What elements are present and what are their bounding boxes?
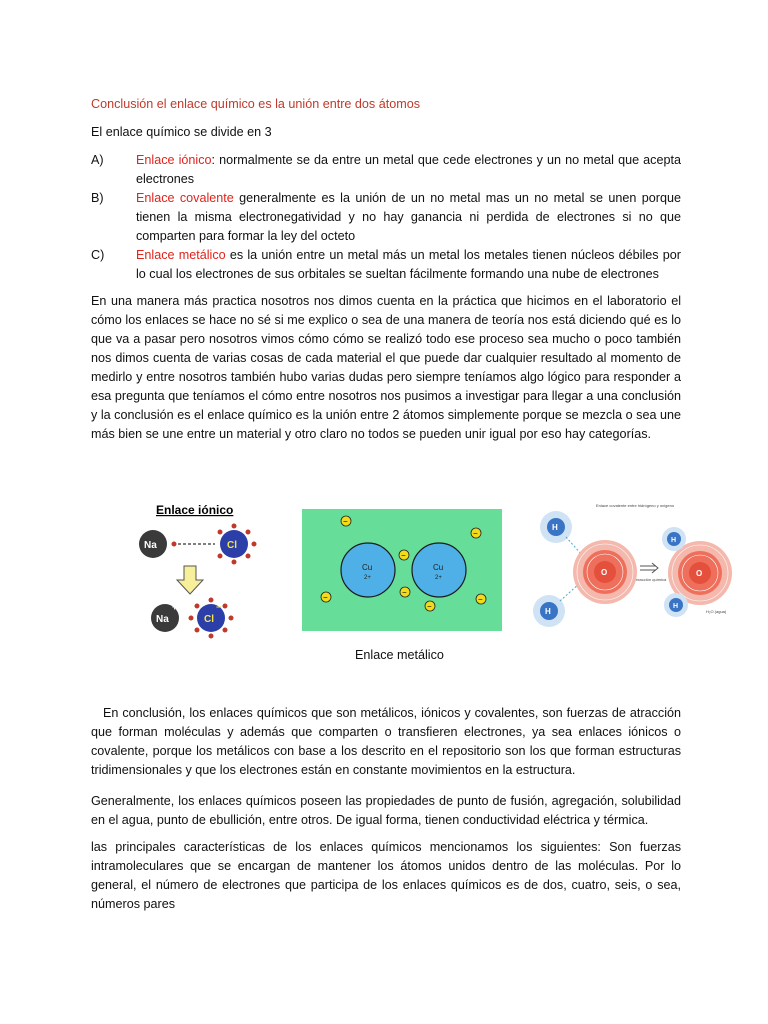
term-metallic: Enlace metálico <box>136 248 226 262</box>
electron-sign: − <box>401 551 406 560</box>
list-item <box>91 189 681 246</box>
cl-electron <box>218 554 223 559</box>
bond-types-list <box>91 151 681 284</box>
cl-electron <box>232 524 237 529</box>
na-label: Na <box>144 540 157 551</box>
list-item-text: es la unión entre un metal más un metal los metales tienen núcleos débiles por lo cual los electrones de sus orbitales se sueltan fácilmente formando una nube de electrones <box>136 248 681 281</box>
water-molecule <box>662 527 732 617</box>
electron-sea-background <box>302 509 502 631</box>
list-item <box>91 246 681 284</box>
paragraph-properties: Generalmente, los enlaces químicos poseen las propiedades de punto de fusión, agregación, solubilidad en el agua, punto de ebullición, entre otros. De igual forma, tienen conductividad eléctrica y térmica. <box>91 794 681 827</box>
list-item-body <box>136 151 681 189</box>
down-arrow-icon <box>177 566 203 594</box>
cl-label: Cl <box>227 540 237 551</box>
electron-sign: − <box>402 588 407 597</box>
electron-path <box>566 537 582 555</box>
cl-electron <box>252 542 257 547</box>
list-marker: B) <box>91 191 104 205</box>
h-label: H <box>671 537 677 544</box>
h-label: H <box>552 523 558 532</box>
metallic-bond-figure <box>302 509 502 631</box>
cl-ion-charge: − <box>216 602 222 612</box>
electron-sign: − <box>427 602 432 611</box>
h-label: H <box>673 603 679 610</box>
na-ion-charge: + <box>172 602 178 612</box>
term-ionic: Enlace iónico <box>136 153 212 167</box>
term-separator: : <box>211 153 215 167</box>
o-label: O <box>696 569 703 578</box>
ionic-bond-figure <box>128 500 278 650</box>
electron-sign: − <box>343 517 348 526</box>
list-item-body <box>136 246 681 284</box>
covalent-figure-caption: Enlace covalente entre hidrógeno y oxígeno <box>596 503 675 508</box>
list-marker: C) <box>91 248 105 262</box>
cl-electron <box>232 560 237 565</box>
cu-charge: 2+ <box>364 575 371 581</box>
paragraph-lab: En una manera más practica nosotros nos dimos cuenta en la práctica que hicimos en el laboratorio el cómo los enlaces se hace no sé si me explico o sea de una manera de teoría nos está diciendo qué es lo que va a pasar pero nosotros vimos cómo cómo se realizó todo ese proceso sea mucho o poco también nos dimos cuenta de varias cosas de cada material el que puede dar cualquier resultado al momento de medirlo y entre nosotros también hubo varias dudas pero siempre teníamos algo lógico para responder a esa pregunta que teníamos el cómo entre nosotros nos pusimos a investigar para llegar a una conclusión y la conclusión es el enlace químico es la unión entre 2 átomos simplemente porque se mezcla o sea une más bien se une entre un material y otro claro no todos se pueden unir igual por eso hay categorías. <box>91 294 681 441</box>
document-title: Conclusión el enlace químico es la unión entre dos átomos <box>91 97 421 111</box>
cu-charge: 2+ <box>435 575 442 581</box>
list-item-text: generalmente es la unión de un no metal mas un no metal se unen porque tienen la misma electronegatividad y no hay ganancia ni perdida de electrones si no que comparten para formar la ley del octeto <box>136 191 681 243</box>
cl-ion-electron <box>223 604 228 609</box>
cu-label: Cu <box>433 563 444 572</box>
h-atom <box>533 595 565 627</box>
ionic-figure-title: Enlace iónico <box>156 503 234 517</box>
electron-sign: − <box>323 593 328 602</box>
cl-ion-electron <box>209 598 214 603</box>
reaction-label: reacción química <box>636 577 667 582</box>
list-item <box>91 151 681 189</box>
paragraph-characteristics: las principales características de los enlaces químicos mencionamos los siguientes: Son fuerzas intramoleculares que se encargan de mantener los átomos unidos dentro de las moléculas. Por lo general, el número de electrones que participa de los enlaces químicos es de dos, cuatro, seis, o sea, números pares <box>91 840 681 911</box>
cl-ion-electron <box>189 616 194 621</box>
product-label: H₂O (agua) <box>706 609 727 614</box>
paragraph-conclusion: En conclusión, los enlaces químicos que son metálicos, iónicos y covalentes, son fuerzas de atracción que forman moléculas y además que comparten o transfieren electrones, ya sea enlaces iónicos o covalente, porque los metálicos con base a los descrito en el repositorio son los que forman estructuras tridimensionales y que los electrones están en constante movimientos en la estructura. <box>91 706 685 777</box>
electron-sign: − <box>473 529 478 538</box>
h-label: H <box>545 607 551 616</box>
na-ion-label: Na <box>156 614 169 625</box>
intro-text: El enlace químico se divide en 3 <box>91 125 272 139</box>
figure-caption: Enlace metálico <box>355 648 444 662</box>
na-electron <box>172 542 177 547</box>
cl-ion-electron <box>223 628 228 633</box>
cl-ion-electron <box>209 634 214 639</box>
o-label: O <box>601 568 608 577</box>
list-item-text: normalmente se da entre un metal que cede electrones y un no metal que acepta electrones <box>136 153 681 186</box>
cl-electron <box>246 530 251 535</box>
cu-label: Cu <box>362 563 373 572</box>
term-covalent: Enlace covalente <box>136 191 234 205</box>
list-item-body <box>136 189 681 246</box>
cl-ion-electron <box>195 604 200 609</box>
electron-sign: − <box>478 595 483 604</box>
covalent-bond-figure <box>530 497 748 639</box>
o-atom <box>573 540 637 604</box>
cl-ion-electron <box>229 616 234 621</box>
reaction-arrow-icon <box>640 563 658 573</box>
cl-ion-label: Cl <box>204 614 214 625</box>
list-marker: A) <box>91 153 104 167</box>
cl-electron <box>218 530 223 535</box>
cl-ion-electron <box>195 628 200 633</box>
cl-electron <box>246 554 251 559</box>
